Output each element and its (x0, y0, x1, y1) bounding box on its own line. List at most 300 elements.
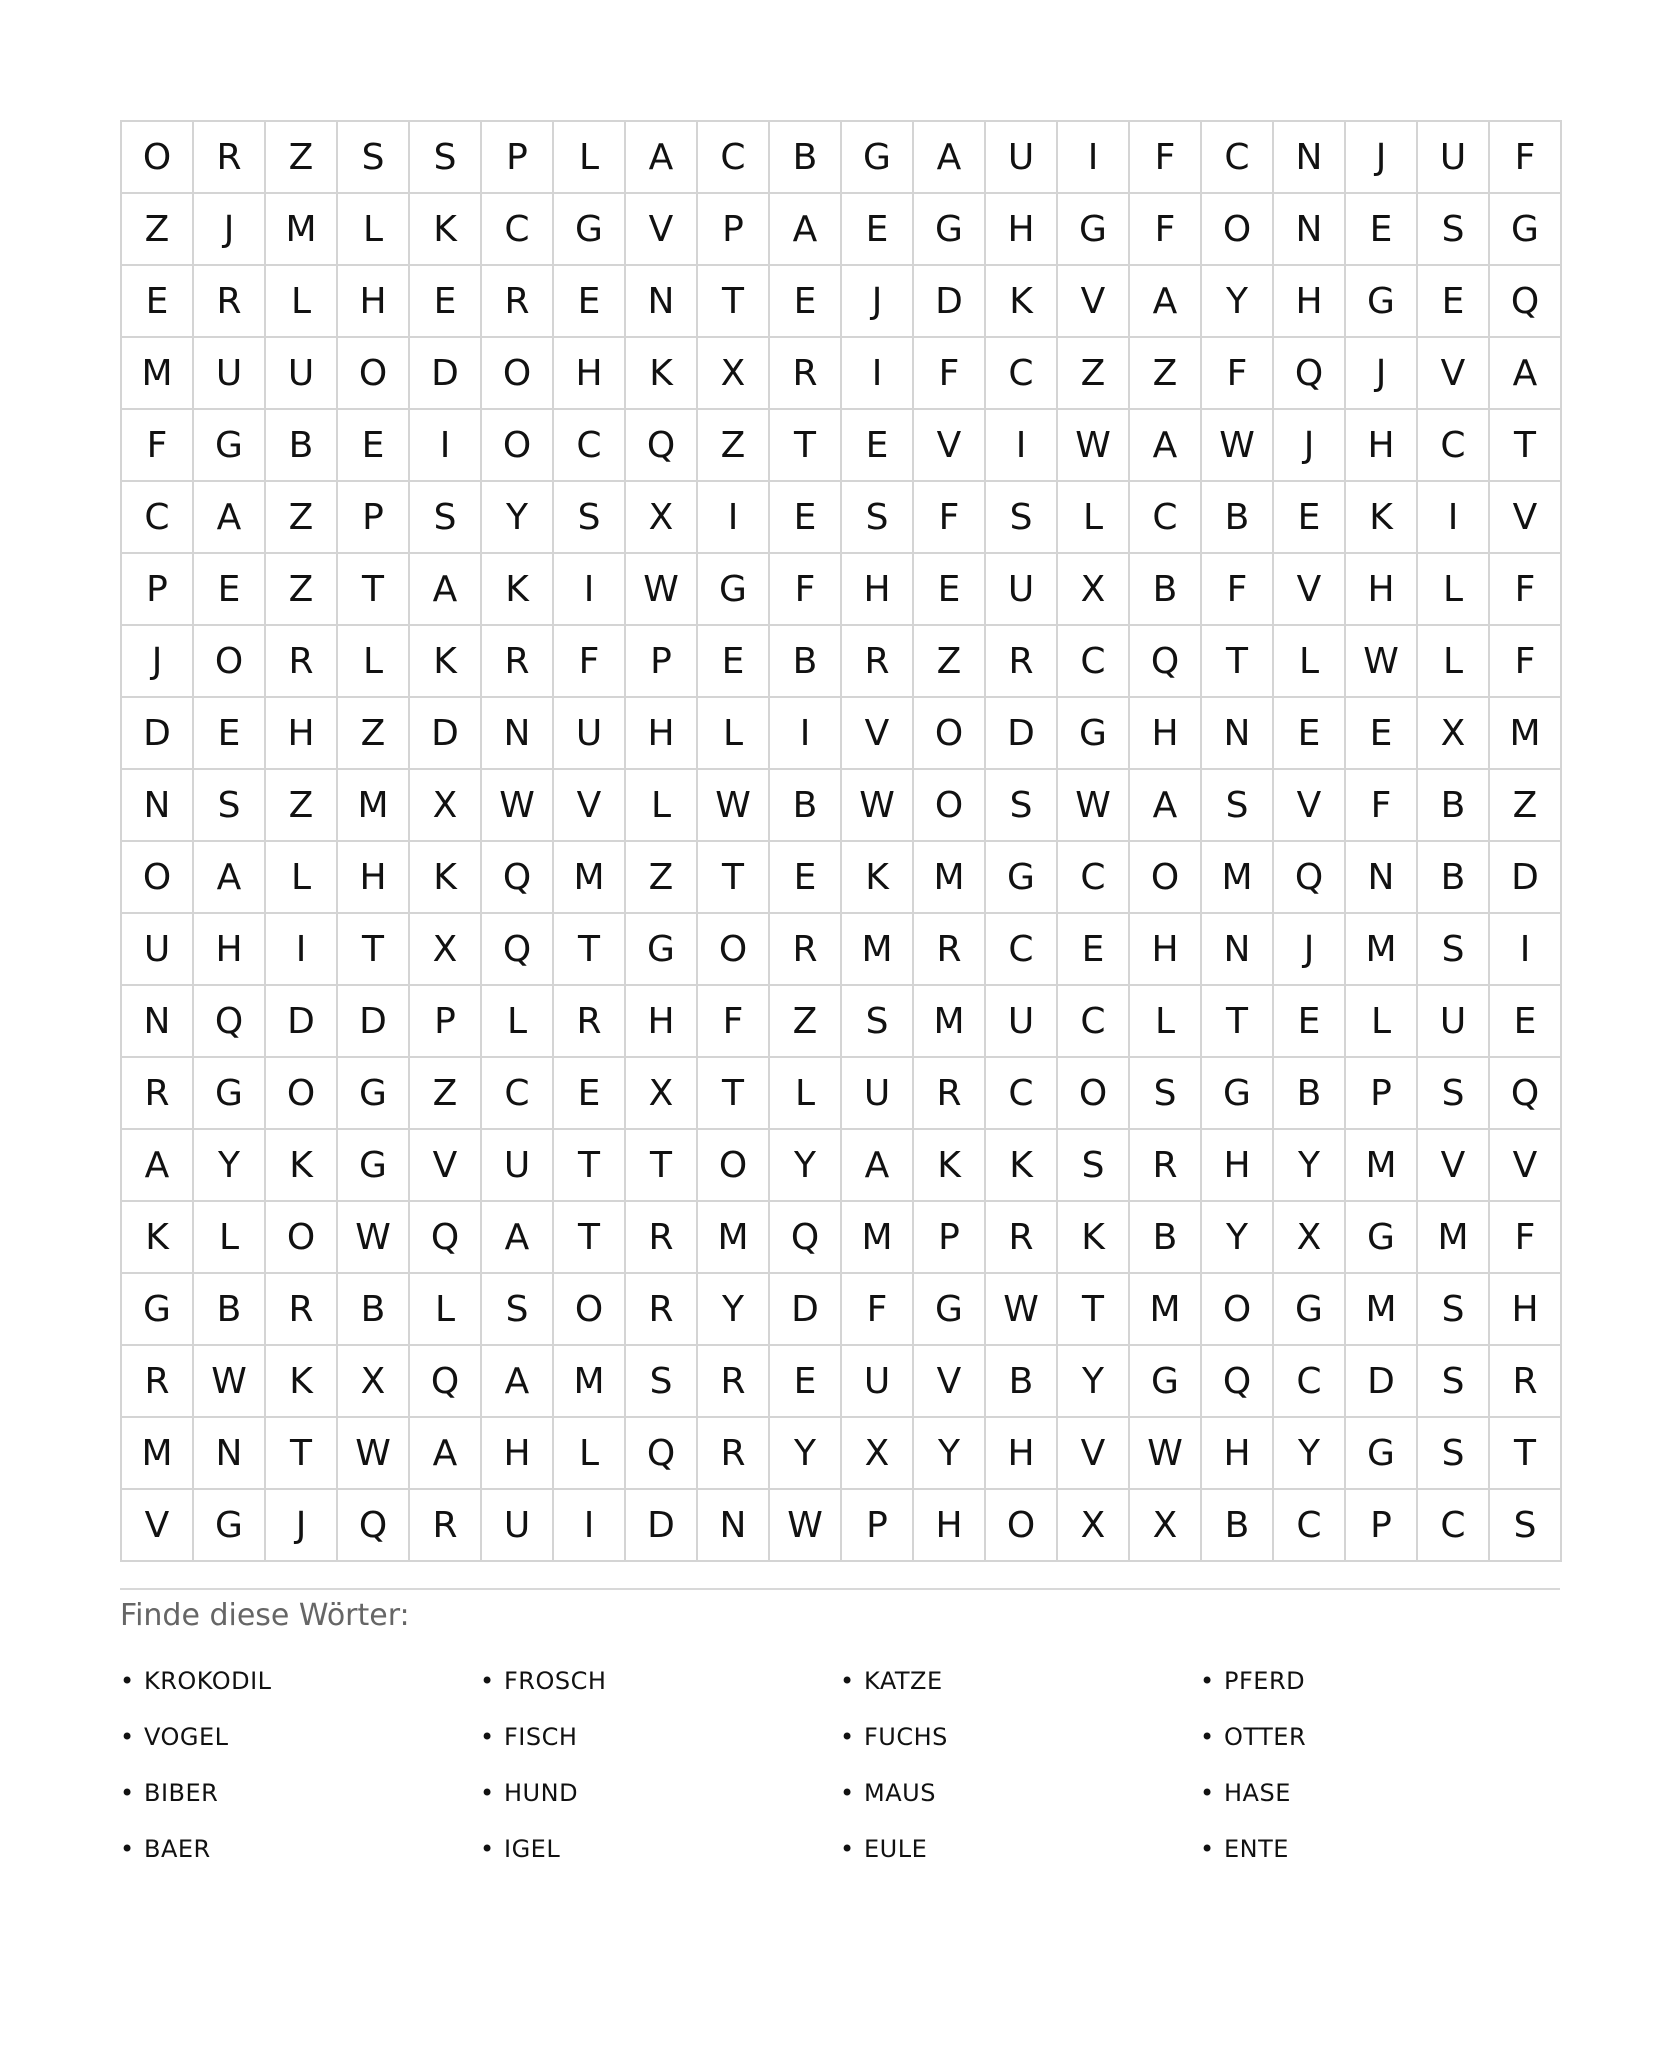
grid-cell[interactable]: H (194, 914, 266, 986)
grid-cell[interactable]: M (554, 842, 626, 914)
grid-cell[interactable]: O (698, 1130, 770, 1202)
grid-cell[interactable]: O (1130, 842, 1202, 914)
grid-cell[interactable]: B (1130, 1202, 1202, 1274)
grid-cell[interactable]: P (698, 194, 770, 266)
grid-cell[interactable]: X (1058, 1490, 1130, 1562)
grid-cell[interactable]: L (1130, 986, 1202, 1058)
grid-cell[interactable]: S (842, 986, 914, 1058)
grid-cell[interactable]: Q (626, 410, 698, 482)
grid-cell[interactable]: H (554, 338, 626, 410)
grid-cell[interactable]: Q (1490, 266, 1562, 338)
grid-cell[interactable]: B (1418, 842, 1490, 914)
grid-cell[interactable]: R (914, 1058, 986, 1130)
grid-cell[interactable]: P (1346, 1058, 1418, 1130)
grid-cell[interactable]: U (986, 122, 1058, 194)
grid-cell[interactable]: L (1346, 986, 1418, 1058)
grid-cell[interactable]: C (986, 1058, 1058, 1130)
grid-cell[interactable]: N (194, 1418, 266, 1490)
grid-cell[interactable]: O (986, 1490, 1058, 1562)
grid-cell[interactable]: C (1058, 626, 1130, 698)
grid-cell[interactable]: S (1490, 1490, 1562, 1562)
grid-cell[interactable]: D (1346, 1346, 1418, 1418)
grid-cell[interactable]: A (626, 122, 698, 194)
grid-cell[interactable]: S (986, 770, 1058, 842)
grid-cell[interactable]: P (482, 122, 554, 194)
grid-cell[interactable]: L (410, 1274, 482, 1346)
grid-cell[interactable]: Z (1490, 770, 1562, 842)
grid-cell[interactable]: J (1274, 914, 1346, 986)
grid-cell[interactable]: S (1418, 194, 1490, 266)
grid-cell[interactable]: M (1346, 914, 1418, 986)
grid-cell[interactable]: H (986, 194, 1058, 266)
grid-cell[interactable]: M (1346, 1274, 1418, 1346)
grid-cell[interactable]: M (842, 914, 914, 986)
grid-cell[interactable]: F (122, 410, 194, 482)
grid-cell[interactable]: Y (1274, 1418, 1346, 1490)
grid-cell[interactable]: W (770, 1490, 842, 1562)
grid-cell[interactable]: V (1058, 266, 1130, 338)
grid-cell[interactable]: M (338, 770, 410, 842)
grid-cell[interactable]: R (194, 122, 266, 194)
grid-cell[interactable]: J (1346, 338, 1418, 410)
grid-cell[interactable]: V (1274, 770, 1346, 842)
grid-cell[interactable]: Z (266, 482, 338, 554)
grid-cell[interactable]: A (482, 1202, 554, 1274)
grid-cell[interactable]: B (266, 410, 338, 482)
grid-cell[interactable]: H (266, 698, 338, 770)
grid-cell[interactable]: C (482, 1058, 554, 1130)
grid-cell[interactable]: Z (266, 770, 338, 842)
grid-cell[interactable]: S (554, 482, 626, 554)
grid-cell[interactable]: X (1058, 554, 1130, 626)
grid-cell[interactable]: S (626, 1346, 698, 1418)
grid-cell[interactable]: Z (770, 986, 842, 1058)
grid-cell[interactable]: U (482, 1130, 554, 1202)
grid-cell[interactable]: W (698, 770, 770, 842)
grid-cell[interactable]: D (338, 986, 410, 1058)
grid-cell[interactable]: Q (482, 842, 554, 914)
grid-cell[interactable]: O (194, 626, 266, 698)
grid-cell[interactable]: D (266, 986, 338, 1058)
grid-cell[interactable]: U (194, 338, 266, 410)
grid-cell[interactable]: N (1274, 122, 1346, 194)
grid-cell[interactable]: H (1202, 1130, 1274, 1202)
grid-cell[interactable]: L (626, 770, 698, 842)
grid-cell[interactable]: S (1418, 1058, 1490, 1130)
grid-cell[interactable]: H (1274, 266, 1346, 338)
grid-cell[interactable]: D (410, 698, 482, 770)
grid-cell[interactable]: F (1490, 554, 1562, 626)
grid-cell[interactable]: Z (266, 122, 338, 194)
grid-cell[interactable]: T (1202, 986, 1274, 1058)
grid-cell[interactable]: C (1058, 842, 1130, 914)
grid-cell[interactable]: C (1418, 410, 1490, 482)
grid-cell[interactable]: V (914, 1346, 986, 1418)
grid-cell[interactable]: W (482, 770, 554, 842)
grid-cell[interactable]: O (1202, 1274, 1274, 1346)
grid-cell[interactable]: L (266, 842, 338, 914)
grid-cell[interactable]: U (1418, 986, 1490, 1058)
grid-cell[interactable]: W (1058, 410, 1130, 482)
grid-cell[interactable]: E (1274, 986, 1346, 1058)
grid-cell[interactable]: V (914, 410, 986, 482)
grid-cell[interactable]: T (338, 554, 410, 626)
grid-cell[interactable]: X (410, 770, 482, 842)
grid-cell[interactable]: O (914, 770, 986, 842)
grid-cell[interactable]: G (1346, 1202, 1418, 1274)
grid-cell[interactable]: G (1058, 698, 1130, 770)
grid-cell[interactable]: F (1202, 338, 1274, 410)
grid-cell[interactable]: I (266, 914, 338, 986)
grid-cell[interactable]: V (1418, 1130, 1490, 1202)
grid-cell[interactable]: D (122, 698, 194, 770)
grid-cell[interactable]: O (338, 338, 410, 410)
grid-cell[interactable]: P (410, 986, 482, 1058)
grid-cell[interactable]: Y (1202, 266, 1274, 338)
grid-cell[interactable]: C (1058, 986, 1130, 1058)
grid-cell[interactable]: F (1130, 122, 1202, 194)
grid-cell[interactable]: V (626, 194, 698, 266)
grid-cell[interactable]: Q (410, 1346, 482, 1418)
grid-cell[interactable]: Q (482, 914, 554, 986)
grid-cell[interactable]: G (1490, 194, 1562, 266)
grid-cell[interactable]: O (482, 338, 554, 410)
grid-cell[interactable]: G (1346, 1418, 1418, 1490)
grid-cell[interactable]: U (986, 986, 1058, 1058)
grid-cell[interactable]: U (554, 698, 626, 770)
grid-cell[interactable]: E (842, 410, 914, 482)
grid-cell[interactable]: F (554, 626, 626, 698)
grid-cell[interactable]: G (338, 1058, 410, 1130)
grid-cell[interactable]: G (554, 194, 626, 266)
grid-cell[interactable]: A (410, 1418, 482, 1490)
grid-cell[interactable]: R (698, 1346, 770, 1418)
grid-cell[interactable]: C (1418, 1490, 1490, 1562)
grid-cell[interactable]: B (986, 1346, 1058, 1418)
grid-cell[interactable]: Y (1202, 1202, 1274, 1274)
grid-cell[interactable]: M (1130, 1274, 1202, 1346)
grid-cell[interactable]: M (914, 986, 986, 1058)
grid-cell[interactable]: G (194, 1058, 266, 1130)
grid-cell[interactable]: B (770, 626, 842, 698)
grid-cell[interactable]: P (842, 1490, 914, 1562)
grid-cell[interactable]: L (770, 1058, 842, 1130)
grid-cell[interactable]: R (266, 626, 338, 698)
grid-cell[interactable]: X (410, 914, 482, 986)
grid-cell[interactable]: E (770, 842, 842, 914)
grid-cell[interactable]: S (1202, 770, 1274, 842)
grid-cell[interactable]: R (122, 1058, 194, 1130)
grid-cell[interactable]: Y (194, 1130, 266, 1202)
grid-cell[interactable]: L (554, 122, 626, 194)
grid-cell[interactable]: N (1202, 914, 1274, 986)
grid-cell[interactable]: R (482, 626, 554, 698)
grid-cell[interactable]: M (842, 1202, 914, 1274)
grid-cell[interactable]: W (1058, 770, 1130, 842)
grid-cell[interactable]: R (698, 1418, 770, 1490)
grid-cell[interactable]: B (1202, 482, 1274, 554)
grid-cell[interactable]: C (1274, 1346, 1346, 1418)
grid-cell[interactable]: F (1346, 770, 1418, 842)
grid-cell[interactable]: K (986, 1130, 1058, 1202)
grid-cell[interactable]: L (1274, 626, 1346, 698)
grid-cell[interactable]: S (1418, 914, 1490, 986)
grid-cell[interactable]: Z (698, 410, 770, 482)
grid-cell[interactable]: L (194, 1202, 266, 1274)
grid-cell[interactable]: R (914, 914, 986, 986)
grid-cell[interactable]: D (770, 1274, 842, 1346)
grid-cell[interactable]: C (698, 122, 770, 194)
grid-cell[interactable]: Z (626, 842, 698, 914)
grid-cell[interactable]: G (986, 842, 1058, 914)
grid-cell[interactable]: Q (626, 1418, 698, 1490)
grid-cell[interactable]: V (1490, 482, 1562, 554)
grid-cell[interactable]: V (554, 770, 626, 842)
grid-cell[interactable]: Z (122, 194, 194, 266)
grid-cell[interactable]: G (626, 914, 698, 986)
grid-cell[interactable]: L (338, 626, 410, 698)
grid-cell[interactable]: F (1490, 122, 1562, 194)
grid-cell[interactable]: I (1058, 122, 1130, 194)
grid-cell[interactable]: E (770, 482, 842, 554)
grid-cell[interactable]: Z (410, 1058, 482, 1130)
grid-cell[interactable]: H (626, 698, 698, 770)
grid-cell[interactable]: I (554, 554, 626, 626)
grid-cell[interactable]: T (554, 1202, 626, 1274)
grid-cell[interactable]: Z (914, 626, 986, 698)
grid-cell[interactable]: Y (770, 1418, 842, 1490)
grid-cell[interactable]: R (986, 626, 1058, 698)
grid-cell[interactable]: P (1346, 1490, 1418, 1562)
grid-cell[interactable]: T (266, 1418, 338, 1490)
grid-cell[interactable]: H (1346, 410, 1418, 482)
grid-cell[interactable]: F (914, 482, 986, 554)
grid-cell[interactable]: B (1274, 1058, 1346, 1130)
grid-cell[interactable]: W (338, 1202, 410, 1274)
grid-cell[interactable]: R (266, 1274, 338, 1346)
grid-cell[interactable]: F (698, 986, 770, 1058)
grid-cell[interactable]: D (626, 1490, 698, 1562)
grid-cell[interactable]: E (410, 266, 482, 338)
grid-cell[interactable]: A (1490, 338, 1562, 410)
grid-cell[interactable]: S (1418, 1418, 1490, 1490)
grid-cell[interactable]: A (194, 842, 266, 914)
grid-cell[interactable]: M (698, 1202, 770, 1274)
grid-cell[interactable]: P (914, 1202, 986, 1274)
grid-cell[interactable]: O (1202, 194, 1274, 266)
grid-cell[interactable]: S (338, 122, 410, 194)
grid-cell[interactable]: N (122, 986, 194, 1058)
grid-cell[interactable]: I (1418, 482, 1490, 554)
grid-cell[interactable]: S (482, 1274, 554, 1346)
grid-cell[interactable]: K (1346, 482, 1418, 554)
grid-cell[interactable]: V (410, 1130, 482, 1202)
grid-cell[interactable]: D (914, 266, 986, 338)
grid-cell[interactable]: O (914, 698, 986, 770)
grid-cell[interactable]: T (1202, 626, 1274, 698)
grid-cell[interactable]: T (626, 1130, 698, 1202)
grid-cell[interactable]: V (1418, 338, 1490, 410)
grid-cell[interactable]: G (194, 1490, 266, 1562)
grid-cell[interactable]: W (986, 1274, 1058, 1346)
grid-cell[interactable]: M (122, 1418, 194, 1490)
grid-cell[interactable]: C (986, 338, 1058, 410)
grid-cell[interactable]: N (626, 266, 698, 338)
grid-cell[interactable]: H (1130, 914, 1202, 986)
grid-cell[interactable]: K (626, 338, 698, 410)
grid-cell[interactable]: S (842, 482, 914, 554)
grid-cell[interactable]: B (1418, 770, 1490, 842)
grid-cell[interactable]: B (194, 1274, 266, 1346)
grid-cell[interactable]: H (1202, 1418, 1274, 1490)
grid-cell[interactable]: G (842, 122, 914, 194)
grid-cell[interactable]: K (482, 554, 554, 626)
grid-cell[interactable]: R (1490, 1346, 1562, 1418)
grid-cell[interactable]: T (698, 266, 770, 338)
grid-cell[interactable]: N (482, 698, 554, 770)
grid-cell[interactable]: Y (482, 482, 554, 554)
grid-cell[interactable]: F (842, 1274, 914, 1346)
grid-cell[interactable]: V (1274, 554, 1346, 626)
grid-cell[interactable]: R (770, 338, 842, 410)
grid-cell[interactable]: E (1274, 698, 1346, 770)
grid-cell[interactable]: Q (1274, 842, 1346, 914)
grid-cell[interactable]: T (554, 914, 626, 986)
grid-cell[interactable]: S (1418, 1346, 1490, 1418)
grid-cell[interactable]: R (122, 1346, 194, 1418)
grid-cell[interactable]: A (194, 482, 266, 554)
grid-cell[interactable]: U (482, 1490, 554, 1562)
grid-cell[interactable]: M (1346, 1130, 1418, 1202)
grid-cell[interactable]: G (1274, 1274, 1346, 1346)
grid-cell[interactable]: U (842, 1058, 914, 1130)
grid-cell[interactable]: U (122, 914, 194, 986)
grid-cell[interactable]: S (410, 122, 482, 194)
grid-cell[interactable]: X (698, 338, 770, 410)
grid-cell[interactable]: A (482, 1346, 554, 1418)
grid-cell[interactable]: E (1346, 698, 1418, 770)
grid-cell[interactable]: Q (1202, 1346, 1274, 1418)
grid-cell[interactable]: K (842, 842, 914, 914)
grid-cell[interactable]: M (554, 1346, 626, 1418)
grid-cell[interactable]: B (770, 770, 842, 842)
grid-cell[interactable]: H (482, 1418, 554, 1490)
grid-cell[interactable]: K (122, 1202, 194, 1274)
grid-cell[interactable]: L (1058, 482, 1130, 554)
grid-cell[interactable]: I (986, 410, 1058, 482)
grid-cell[interactable]: H (914, 1490, 986, 1562)
grid-cell[interactable]: W (842, 770, 914, 842)
grid-cell[interactable]: Q (1490, 1058, 1562, 1130)
grid-cell[interactable]: H (1490, 1274, 1562, 1346)
grid-cell[interactable]: Q (410, 1202, 482, 1274)
grid-cell[interactable]: T (1490, 1418, 1562, 1490)
grid-cell[interactable]: U (842, 1346, 914, 1418)
grid-cell[interactable]: J (266, 1490, 338, 1562)
grid-cell[interactable]: E (1274, 482, 1346, 554)
grid-cell[interactable]: B (338, 1274, 410, 1346)
grid-cell[interactable]: Q (194, 986, 266, 1058)
grid-cell[interactable]: L (1418, 554, 1490, 626)
grid-cell[interactable]: M (122, 338, 194, 410)
grid-cell[interactable]: A (914, 122, 986, 194)
grid-cell[interactable]: N (122, 770, 194, 842)
grid-cell[interactable]: D (1490, 842, 1562, 914)
grid-cell[interactable]: Z (1130, 338, 1202, 410)
grid-cell[interactable]: P (626, 626, 698, 698)
grid-cell[interactable]: E (1346, 194, 1418, 266)
grid-cell[interactable]: O (482, 410, 554, 482)
grid-cell[interactable]: R (410, 1490, 482, 1562)
grid-cell[interactable]: Z (266, 554, 338, 626)
grid-cell[interactable]: Q (338, 1490, 410, 1562)
grid-cell[interactable]: X (1418, 698, 1490, 770)
grid-cell[interactable]: M (1418, 1202, 1490, 1274)
grid-cell[interactable]: G (1130, 1346, 1202, 1418)
grid-cell[interactable]: G (914, 194, 986, 266)
grid-cell[interactable]: A (1130, 770, 1202, 842)
grid-cell[interactable]: O (266, 1058, 338, 1130)
grid-cell[interactable]: Y (914, 1418, 986, 1490)
grid-cell[interactable]: K (410, 626, 482, 698)
grid-cell[interactable]: Q (1130, 626, 1202, 698)
grid-cell[interactable]: T (698, 842, 770, 914)
grid-cell[interactable]: C (986, 914, 1058, 986)
grid-cell[interactable]: C (1274, 1490, 1346, 1562)
grid-cell[interactable]: V (122, 1490, 194, 1562)
grid-cell[interactable]: M (1202, 842, 1274, 914)
grid-cell[interactable]: S (1130, 1058, 1202, 1130)
grid-cell[interactable]: W (1202, 410, 1274, 482)
grid-cell[interactable]: S (410, 482, 482, 554)
grid-cell[interactable]: W (626, 554, 698, 626)
grid-cell[interactable]: J (194, 194, 266, 266)
grid-cell[interactable]: U (266, 338, 338, 410)
grid-cell[interactable]: A (1130, 266, 1202, 338)
grid-cell[interactable]: M (266, 194, 338, 266)
grid-cell[interactable]: Y (770, 1130, 842, 1202)
grid-cell[interactable]: K (986, 266, 1058, 338)
grid-cell[interactable]: V (1058, 1418, 1130, 1490)
grid-cell[interactable]: T (554, 1130, 626, 1202)
grid-cell[interactable]: F (1202, 554, 1274, 626)
grid-cell[interactable]: T (338, 914, 410, 986)
grid-cell[interactable]: H (1130, 698, 1202, 770)
grid-cell[interactable]: J (122, 626, 194, 698)
grid-cell[interactable]: I (554, 1490, 626, 1562)
grid-cell[interactable]: K (410, 194, 482, 266)
grid-cell[interactable]: W (194, 1346, 266, 1418)
grid-cell[interactable]: D (986, 698, 1058, 770)
grid-cell[interactable]: L (554, 1418, 626, 1490)
grid-cell[interactable]: H (338, 266, 410, 338)
grid-cell[interactable]: F (914, 338, 986, 410)
grid-cell[interactable]: B (1130, 554, 1202, 626)
grid-cell[interactable]: E (194, 554, 266, 626)
grid-cell[interactable]: E (914, 554, 986, 626)
grid-cell[interactable]: G (1202, 1058, 1274, 1130)
grid-cell[interactable]: L (338, 194, 410, 266)
grid-cell[interactable]: K (410, 842, 482, 914)
grid-cell[interactable]: D (410, 338, 482, 410)
grid-cell[interactable]: E (1418, 266, 1490, 338)
grid-cell[interactable]: G (1058, 194, 1130, 266)
grid-cell[interactable]: E (122, 266, 194, 338)
grid-cell[interactable]: G (914, 1274, 986, 1346)
grid-cell[interactable]: Q (1274, 338, 1346, 410)
grid-cell[interactable]: A (410, 554, 482, 626)
grid-cell[interactable]: R (626, 1274, 698, 1346)
